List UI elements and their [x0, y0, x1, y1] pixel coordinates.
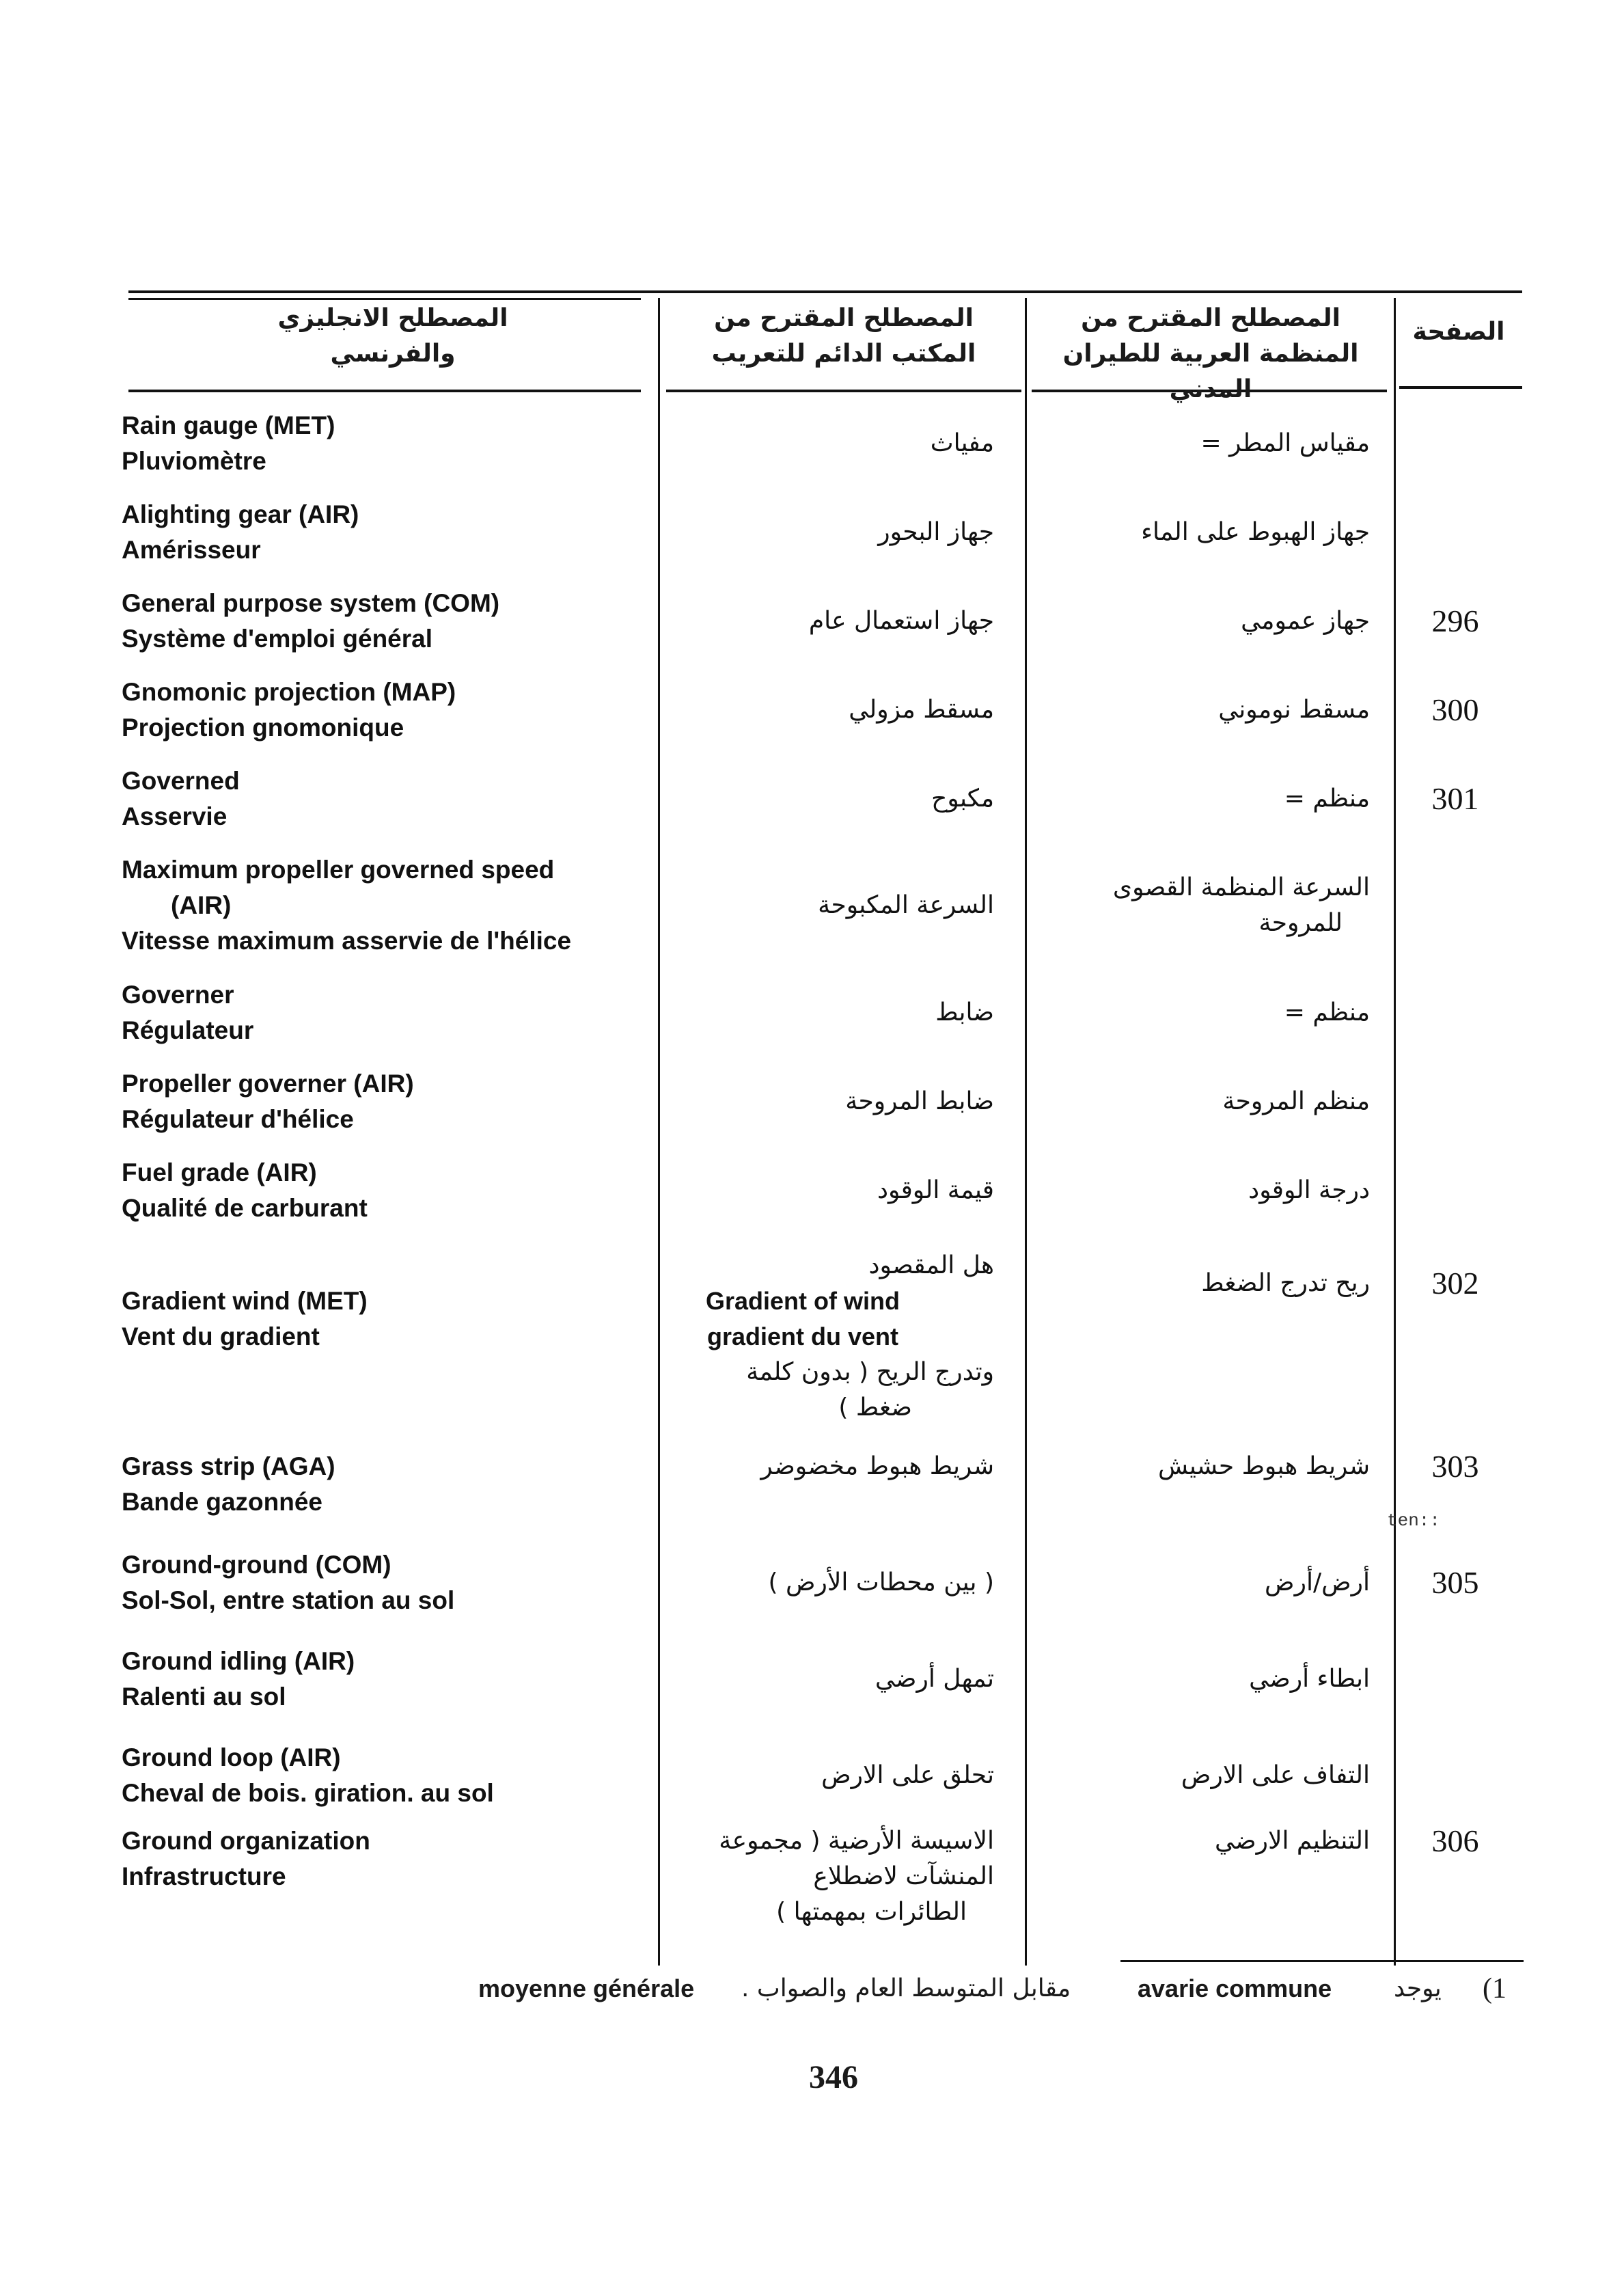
header-arab-civil-aviation: المصطلح المقترح من المنظمة العربية للطيران المدني — [1062, 304, 1359, 403]
header-underline-col2 — [666, 390, 1021, 392]
table-top-rule — [128, 290, 1522, 293]
footnote-term1: avarie commune — [1138, 1974, 1332, 2002]
footnote-phrase: مقابل المتوسط العام والصواب . — [741, 1974, 1071, 2002]
margin-note: ten:: — [1387, 1510, 1441, 1531]
footnote-term2: moyenne générale — [478, 1974, 695, 2002]
footnote-rule — [1120, 1960, 1524, 1962]
footnote-word: يوجد — [1394, 1974, 1442, 2002]
header-underline-col4 — [1399, 386, 1522, 389]
header-rule-col1 — [128, 298, 641, 300]
footnote-number: (1 — [1483, 1973, 1506, 2004]
page-number: 346 — [809, 2059, 858, 2095]
document-page: المصطلح الانجليزي والفرنسي المصطلح المقترح من المكتب الدائم للتعريب المصطلح المقترح من المنظمة العربية للطيران المدني الصفحة Rain gauge (MET) Pluviomètre مفياث مقياس المطر = Alighting gear (AIR) Amérisseur جهاز البحور جهاز الهبوط على الماء General purpose system (COM) Système d'emploi général جهاز استعمال عام جهاز عمومي 296 Gnomonic projection (MAP) Projection gnomonique مسقط مزولي مسقط نوموني 300 Governed Asservie مكبوح منظم = 301 Maximum propeller governed speed (AIR) Vitesse maximum asservie de l'hélice السرعة المكبوحة السرعة المنظمة القصوى للمروحة Governer Régulateur ضابط منظم = Propeller governer (AIR) Régulateur d'hélice ضابط المروحة منظم المروحة Fuel grade (AIR) Qualité de carburant قيمة الوقود درجة الوقود Gradient wind (MET) Vent du gradient هل المقصود Gradient of wind gradient du vent وتدرج الريح ( بدون كلمة ضغط ) ريح تدرج الضغط 302 Grass strip (AGA) Bande gazonnée شريط هبوط مخضوضر شريط هبوط حشيش 303 Ground-ground (COM) Sol-Sol, entre station au sol ( بين محطات الأرض ) أرض/أرض 305 Ground idling (AIR) Ralenti au sol تمهل أرضي ابطاء أرضي Ground loop (AIR) Cheval de bois. giration. au sol تحلق على الارض التفاف على الارض Ground organization Infrastructure الاسيسة الأرضية ( مجموعة المنشآت لاضطلاع الطائرات بمهمتها ) التنظيم الارضي 306 ten:: moyenne générale مقابل المتوسط العام والصواب . avarie commune يوجد (1 346 — [0, 0, 1624, 2284]
column-divider-3 — [1394, 298, 1396, 1966]
header-page: الصفحة — [1412, 318, 1505, 346]
header-english-french: المصطلح الانجليزي والفرنسي — [277, 304, 508, 368]
header-underline-col1 — [128, 390, 641, 392]
header-permanent-office: المصطلح المقترح من المكتب الدائم للتعريب — [711, 304, 976, 368]
